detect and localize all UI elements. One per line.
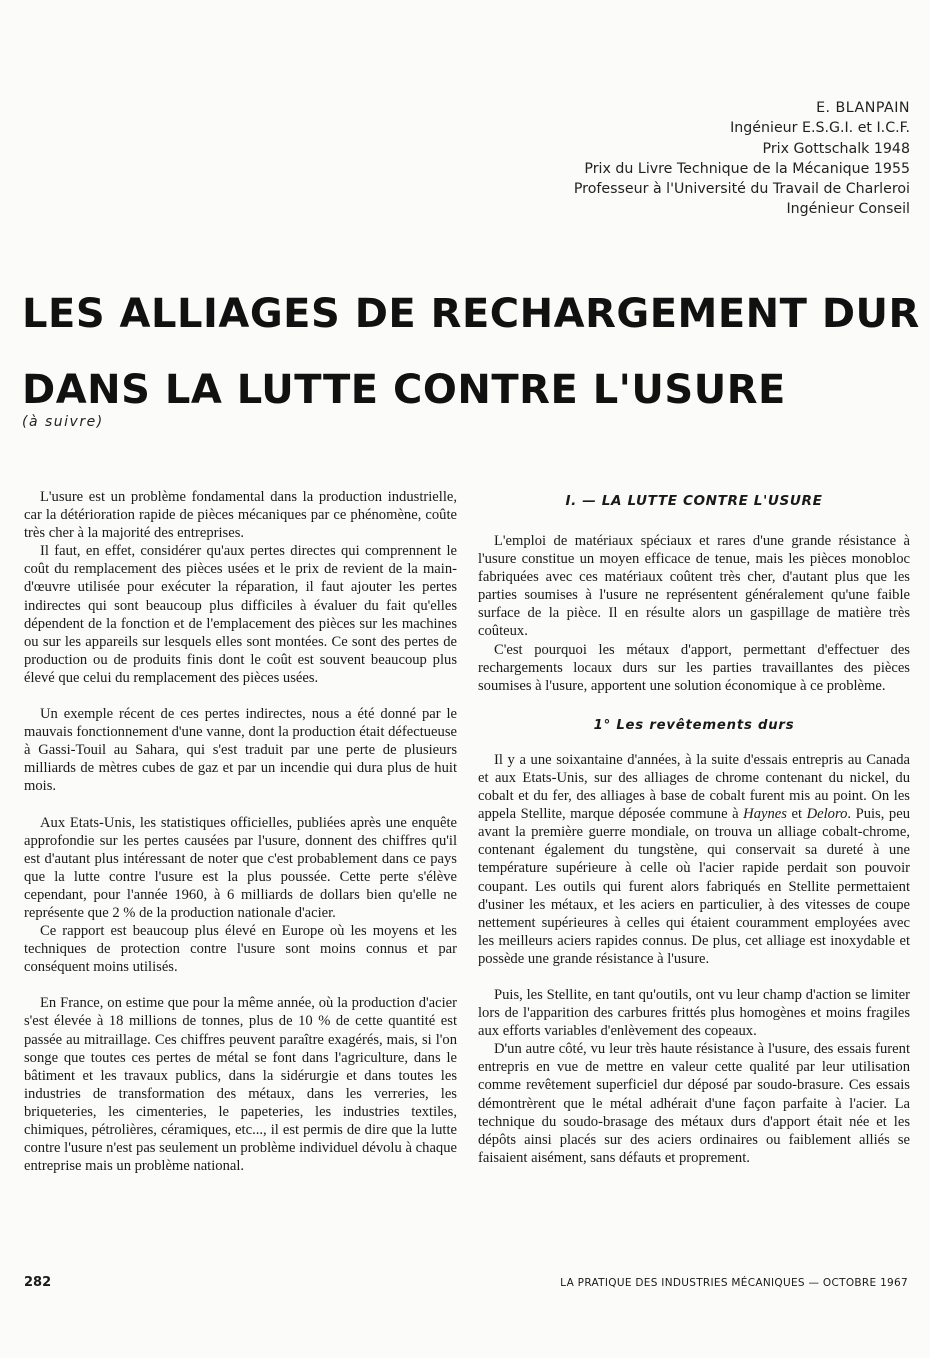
title-line: LES ALLIAGES DE RECHARGEMENT DUR xyxy=(22,291,920,337)
text-run: Il y a une soixantaine d'années, à la suite d'essais entrepris au Canada et aux Etats-Unis, sur des alliages de chrome contenant du nickel, du cobalt et du fer, des alliages à base de cobalt furent mis au point. On les appela Stellite, marque déposée commune à xyxy=(478,751,910,823)
paragraph: Il faut, en effet, considérer qu'aux pertes directes qui comprennent le coût du remplacement des pièces usées et le prix de revient de la main-d'œuvre utilisée pour exécuter la réparation, il faut ajouter les pertes indirectes qui sont beaucoup plus difficiles à évaluer du fait qu'elles dépendent de la fonction et de l'emplacement des pièces sur les machines ou sur les appareils sur lesquels elles sont montées. Ce sont des pertes de production ou de produits finis dont le coût est souvent beaucoup plus élevé que celui du remplacement des pièces usées. xyxy=(24,543,457,686)
paragraph: En France, on estime que pour la même année, où la production d'acier s'est élevée à 18 millions de tonnes, plus de 10 % de cette quantité est passée au mitraillage. Ces chiffres peuvent paraître exagérés, mais, si l'on songe que toutes ces pertes de métal se font dans l'agriculture, dans le bâtiment et les travaux publics, dans la sidérurgie et dans toutes les industries de transformation des métaux, dans les verreries, les briqueteries, les cimenteries, le papeteries, les industries textiles, chimiques, pétrolières, céramiques, etc..., il est permis de dire que la lutte contre l'usure n'est pas seulement un problème individuel dévolu à chaque entreprise mais un problème national. xyxy=(24,995,457,1175)
author-credential: Prix du Livre Technique de la Mécanique 1955 xyxy=(584,160,910,177)
text-run: et xyxy=(786,806,807,823)
paragraph: D'un autre côté, vu leur très haute résistance à l'usure, des essais furent entrepris en vue de mettre en valeur cette qualité par leur utilisation comme revêtement superficiel dur déposé par soudo-brasure. Ces essais démontrèrent que le métal adhérait d'une façon parfaite à l'acier. La technique du soudo-brasage des métaux durs d'apport était née et les dépôts ainsi placés sur des aciers ordinaires ou faiblement alliés se faisaient aisément, sans défauts et proprement. xyxy=(478,1041,910,1166)
paragraph: Ce rapport est beaucoup plus élevé en Europe où les moyens et les techniques de protection contre l'usure sont moins connus et par conséquent moins utilisés. xyxy=(24,923,457,976)
paragraph: Puis, les Stellite, en tant qu'outils, ont vu leur champ d'action se limiter lors de l'apparition des carbures frittés plus homogènes et moins fragiles aux efforts variables d'enlèvement des copeaux. xyxy=(478,986,910,1040)
author-credential: Ingénieur E.S.G.I. et I.C.F. xyxy=(730,120,910,137)
paragraph: L'usure est un problème fondamental dans la production industrielle, car la détérioration rapide de pièces mécaniques par ce phénomène, coûte très cher à la majorité des entreprises. xyxy=(24,489,457,542)
paragraph: Un exemple récent de ces pertes indirectes, nous a été donné par le mauvais fonctionnement d'une vanne, dont la production était défectueuse à Gassi-Touil au Sahara, qui s'est traduit par une perte de plusieurs milliards de mètres cubes de gaz et par un incendie qui dura plus de huit mois. xyxy=(24,706,457,795)
paragraph: Aux Etats-Unis, les statistiques officielles, publiées après une enquête approfondie sur les pertes causées par l'usure, donnent des chiffres qu'il est d'autant plus intéressant de noter que c'est probablement dans ce pays que la lutte contre l'usure est la plus poussée. Cette perte s'élève cependant, pour l'année 1960, à 6 milliards de dollars bien qu'elle ne représente que 2 % de la production nationale d'acier. xyxy=(24,814,457,921)
author-credential: Prix Gottschalk 1948 xyxy=(762,140,910,157)
article-title xyxy=(22,276,920,428)
author-credential: Ingénieur Conseil xyxy=(786,201,910,218)
article-subtitle: (à suivre) xyxy=(22,414,104,430)
journal-footer: LA PRATIQUE DES INDUSTRIES MÉCANIQUES — OCTOBRE 1967 xyxy=(560,1277,908,1289)
paragraph xyxy=(478,751,910,968)
page-number: 282 xyxy=(24,1275,52,1290)
author-credential: Professeur à l'Université du Travail de Charleroi xyxy=(573,181,910,198)
paragraph: L'emploi de matériaux spéciaux et rares d'une grande résistance à l'usure constitue un moyen efficace de tenue, mais les pièces monobloc fabriquées avec ces matériaux coûtent très cher, d'autant plus que les parties soumises à l'usure ne représentent généralement qu'une faible surface de la pièce. Il en résulte alors un gaspillage de matière très coûteux. xyxy=(478,533,910,640)
subsection-heading: 1° Les revêtements durs xyxy=(593,717,795,733)
left-column xyxy=(24,488,457,1175)
trademark-name: Haynes xyxy=(743,806,787,823)
text-run: . Puis, peu avant la première guerre mondiale, on trouva un alliage cobalt-chrome, contenant également du tungstène, qui conservait sa dureté à une température supérieure à celle où l'acier rapide perdait son pouvoir coupant. Les outils qui furent alors fabriqués en Stellite permettaient d'usiner les métaux, et les aciers en particulier, à des vitesses de coupe nettement supérieures à celles qui étaient couramment employées avec les meilleurs aciers rapides connus. De plus, cet alliage est inoxydable et possède une grande résistance à l'usure. xyxy=(478,806,910,967)
trademark-name: Deloro xyxy=(806,806,848,823)
paragraph: C'est pourquoi les métaux d'apport, permettant d'effectuer des rechargements locaux durs sur les parties travaillantes des pièces soumises à l'usure, apportent une solution économique à ce problème. xyxy=(478,641,910,694)
author-name: E. BLANPAIN xyxy=(816,100,910,116)
section-heading: I. — LA LUTTE CONTRE L'USURE xyxy=(565,493,823,509)
author-block xyxy=(390,98,910,220)
title-line: DANS LA LUTTE CONTRE L'USURE xyxy=(22,367,786,413)
right-column xyxy=(478,490,910,1167)
